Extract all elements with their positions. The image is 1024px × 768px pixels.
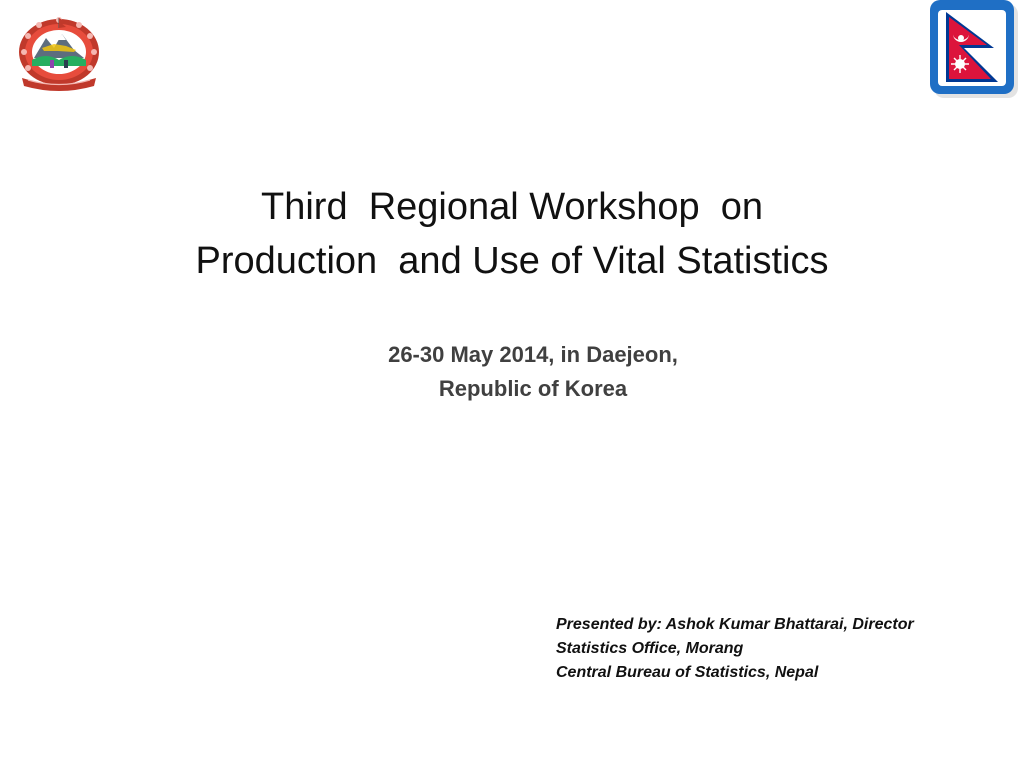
presenter-office-line: Statistics Office, Morang bbox=[556, 640, 744, 657]
slide-title-line-1: Third Regional Workshop on bbox=[261, 186, 763, 228]
nepal-emblem-icon bbox=[14, 14, 104, 94]
nepal-flag-icon bbox=[928, 0, 1020, 100]
slide-subtitle bbox=[300, 338, 766, 406]
slide-title-line-2: Production and Use of Vital Statistics bbox=[195, 240, 829, 282]
subtitle-date-line: 26-30 May 2014, in Daejeon, bbox=[388, 342, 678, 367]
presenter-name-line: Presented by: Ashok Kumar Bhattarai, Director bbox=[556, 616, 914, 633]
presenter-block bbox=[556, 613, 996, 685]
subtitle-location-line: Republic of Korea bbox=[438, 376, 628, 401]
slide-title bbox=[0, 180, 1024, 288]
presenter-organization-line: Central Bureau of Statistics, Nepal bbox=[556, 664, 819, 681]
